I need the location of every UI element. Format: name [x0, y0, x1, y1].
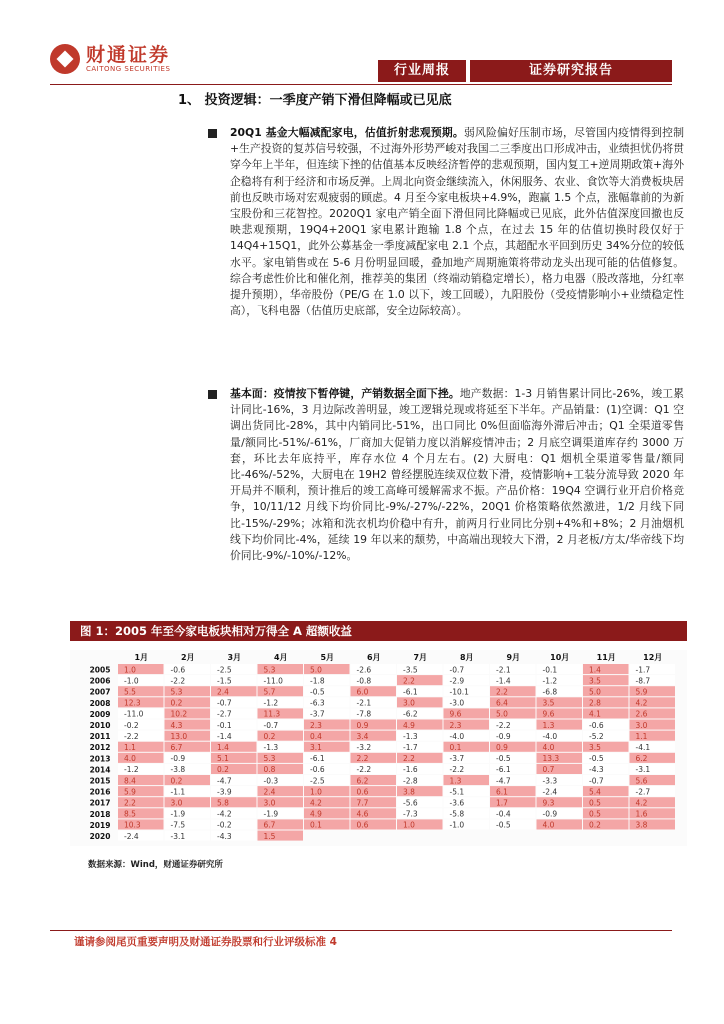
heatmap-cell-value: -0.5 — [496, 820, 511, 830]
heatmap-cell-value: 9.3 — [542, 798, 555, 808]
heatmap-cell-value: 3.8 — [403, 787, 415, 797]
heatmap-row-label: 2007 — [89, 687, 111, 697]
heatmap-cell-value: 3.0 — [263, 798, 276, 808]
heatmap-cell-value: -0.9 — [496, 731, 511, 741]
heatmap-column-header: 10月 — [550, 653, 570, 662]
heatmap-cell-value: -3.1 — [635, 765, 651, 775]
heatmap-column-header: 9月 — [506, 653, 521, 662]
heatmap-cell-value: 2.4 — [217, 687, 229, 697]
heatmap-cell-value: -1.5 — [217, 676, 232, 686]
heatmap-cell-value: 5.4 — [589, 787, 601, 797]
heatmap-cell-value: 1.4 — [217, 743, 229, 752]
heatmap-cell-value: -2.2 — [356, 765, 372, 775]
heatmap-column-header: 4月 — [273, 653, 288, 662]
heatmap-cell-value: -0.6 — [310, 765, 325, 775]
heatmap-cell-value: 0.8 — [263, 765, 276, 775]
heatmap-cell-value: -5.8 — [449, 809, 465, 819]
heatmap-cell-value: -1.7 — [635, 665, 651, 675]
heatmap-cell-value: 5.9 — [635, 687, 648, 697]
heatmap-cell-value: 0.2 — [170, 776, 183, 786]
heatmap-cell-value: 2.3 — [310, 720, 322, 730]
heatmap-cell-value: 1.7 — [496, 798, 508, 808]
heatmap-cell-value: 2.2 — [496, 687, 508, 697]
heatmap-cell-value: 1.3 — [542, 720, 555, 730]
heatmap-cell-value: -4.7 — [217, 776, 232, 786]
logo-name-cn: 财通证券 — [86, 44, 171, 66]
heatmap-cell-value: 5.3 — [170, 687, 183, 697]
paragraph-lead: 基本面：疫情按下暂停键，产销数据全面下挫。 — [230, 387, 460, 400]
heatmap-cell-value: 6.7 — [263, 820, 276, 830]
heatmap-column-header: 11月 — [596, 653, 616, 662]
heatmap-cell-value: 0.5 — [589, 798, 601, 808]
heatmap-cell-value: -1.6 — [403, 765, 418, 775]
heatmap-cell-value: -0.4 — [496, 809, 511, 819]
heatmap-row-label: 2006 — [89, 676, 111, 686]
heatmap-cell-value: -1.3 — [403, 731, 418, 741]
heatmap-cell-value: -6.1 — [403, 687, 418, 697]
heatmap-row-label: 2020 — [89, 832, 111, 841]
heatmap-cell-value: -4.7 — [496, 776, 511, 786]
heatmap-cell-value: -3.7 — [310, 709, 325, 719]
heatmap-cell-value: -0.5 — [496, 754, 511, 764]
heatmap-row-label: 2009 — [89, 709, 111, 719]
tab-weekly-label: 行业周报 — [378, 60, 466, 82]
heatmap-svg — [70, 650, 687, 846]
heatmap-cell-value: -2.2 — [124, 731, 139, 741]
section-title: 1、 投资逻辑：一季度产销下滑但降幅或已见底 — [178, 93, 452, 108]
heatmap-cell-value: -2.5 — [217, 665, 232, 675]
heatmap-cell-value: -0.6 — [170, 665, 186, 675]
heatmap-cell-value: 13.3 — [542, 754, 560, 764]
heatmap-cell-value: 3.0 — [403, 698, 415, 708]
heatmap-cell-value: -4.2 — [217, 809, 232, 819]
heatmap-cell-value: 4.2 — [635, 798, 648, 808]
heatmap-cell-value: 3.5 — [589, 743, 601, 752]
heatmap-cell-value: -7.3 — [403, 809, 418, 819]
heatmap-cell-value: 3.0 — [635, 720, 648, 730]
heatmap-cell-value: -4.0 — [542, 731, 558, 741]
heatmap-cell-value: -0.1 — [542, 665, 558, 675]
heatmap-cell-value: -3.0 — [449, 698, 465, 708]
heatmap-cell-value: -1.7 — [403, 743, 418, 752]
heatmap-cell-value: 2.3 — [449, 720, 462, 730]
heatmap-cell-value: 1.3 — [449, 776, 462, 786]
heatmap-cell-value: -6.3 — [310, 698, 325, 708]
heatmap-cell-value: 0.5 — [589, 809, 601, 819]
heatmap-cell-value: -5.6 — [403, 798, 418, 808]
paragraph-lead: 20Q1 基金大幅减配家电，估值折射悲观预期。 — [230, 126, 464, 139]
heatmap-cell-value: -2.1 — [356, 698, 372, 708]
heatmap-cell-value: 4.0 — [542, 820, 555, 830]
heatmap-column-header: 3月 — [227, 653, 242, 662]
heatmap-cell-value: 1.0 — [124, 665, 136, 675]
heatmap-cell-value: -1.0 — [449, 820, 465, 830]
heatmap-cell-value: -6.8 — [542, 687, 558, 697]
heatmap-cell-value: 3.5 — [589, 676, 601, 686]
heatmap-cell-value: -0.2 — [217, 820, 232, 830]
heatmap-column-header: 7月 — [413, 653, 428, 662]
heatmap-cell-value: 0.4 — [310, 731, 322, 741]
heatmap-cell-value: -3.8 — [170, 765, 186, 775]
heatmap-cell-value: -0.9 — [542, 809, 558, 819]
heatmap-cell-value: -1.2 — [542, 676, 558, 686]
heatmap-cell-value: 8.5 — [124, 809, 136, 819]
paragraph-fundamentals — [230, 386, 684, 564]
heatmap-cell-value: 6.1 — [496, 787, 508, 797]
heatmap-cell-value: 6.0 — [356, 687, 369, 697]
heatmap-cell-value: -3.5 — [403, 665, 418, 675]
heatmap-cell-value: 0.2 — [217, 765, 229, 775]
heatmap-cell-value: 1.4 — [589, 665, 601, 675]
heatmap-cell-value: 3.0 — [170, 798, 183, 808]
heatmap-cell-value: -0.2 — [124, 720, 139, 730]
heatmap-cell-value: -1.1 — [170, 787, 186, 797]
heatmap-row-label: 2012 — [89, 743, 111, 753]
heatmap-cell-value: -5.1 — [449, 787, 465, 797]
heatmap-column-header: 12月 — [643, 653, 663, 662]
heatmap-cell-value: 0.2 — [263, 731, 276, 741]
logo-name-en: CAITONG SECURITIES — [86, 65, 171, 73]
heatmap-cell-value: 4.9 — [310, 809, 322, 819]
heatmap-cell-value: 2.8 — [589, 698, 601, 708]
heatmap-cell-value: 0.6 — [356, 787, 369, 797]
heatmap-cell-value: 0.2 — [170, 698, 183, 708]
heatmap-cell-value: -2.6 — [356, 665, 372, 675]
heatmap-cell-value: -4.3 — [217, 831, 232, 841]
heatmap-cell-value: 0.1 — [449, 743, 462, 752]
heatmap-cell-value: 1.1 — [635, 731, 648, 741]
heatmap-cell-value: 5.3 — [263, 754, 276, 764]
paragraph-body: 地产数据：1-3 月销售累计同比-26%，竣工累计同比-16%，3 月边际改善明显，竣工逻辑兑现或将延至下半年。产品销量：(1)空调：Q1 空调出货同比-28%，其中内销同比-51%，出口同比 0%但面临海外滞后冲击；Q1 全渠道零售量/额同比-51%/-61%，厂商加大促销力度以消解疫情冲击；2 月底空调渠道库存约 3000 万套，环比去年底持平，库存水位 4 个月左右。(2) 大厨电：Q1 烟机全渠道零售量/额同比-46%/-52%，大厨电在 19H2 曾经摆脱连续双位数下滑，疫情影响+工装分流导致 2020 年开局并不顺利，预计推后的竣工高峰可缓解需求不振。产品价格：19Q4 空调行业开启价格竞争，10/11/12 月线下均价同比-9%/-27%/-22%，20Q1 价格策略依然激进，1/2 月线下同比-15%/-29%；冰箱和洗衣机均价稳中有升，前两月行业同比分别+4%和+8%；2 月油烟机线下均价同比-4%，延续 19 年以来的颓势，中高端出现较大下滑，2 月老板/方太/华帝线下均价同比-9%/-10%/-12%。 — [230, 387, 685, 563]
heatmap-cell-value: 12.3 — [124, 698, 141, 708]
heatmap-cell-value: -0.1 — [217, 720, 232, 730]
heatmap-cell-value: 5.5 — [124, 687, 136, 697]
heatmap-column-header: 1月 — [134, 653, 149, 662]
heatmap-cell-value: -2.2 — [496, 720, 511, 730]
heatmap-column-header: 6月 — [366, 653, 381, 662]
heatmap-cell-value: 0.1 — [310, 820, 322, 830]
heatmap-cell-value: 4.1 — [589, 709, 601, 719]
heatmap-cell-value: -1.4 — [217, 731, 232, 741]
heatmap-cell-value: -3.7 — [449, 754, 465, 764]
heatmap-cell-value: -11.0 — [124, 709, 144, 719]
heatmap-cell-value: 0.6 — [356, 820, 369, 830]
heatmap-cell-value: -2.7 — [217, 709, 232, 719]
heatmap-cell-value: 4.0 — [124, 754, 136, 764]
heatmap-cell-value: 6.2 — [356, 776, 369, 786]
heatmap-row-label: 2010 — [89, 721, 111, 730]
heatmap-cell-value: 5.0 — [310, 665, 322, 675]
heatmap-cell-value: 4.6 — [356, 809, 369, 819]
heatmap-row-label: 2017 — [89, 798, 111, 808]
heatmap-cell-value: -1.9 — [263, 809, 279, 819]
heatmap-cell-value: 3.8 — [635, 820, 648, 830]
heatmap-cell-value: 4.2 — [635, 698, 648, 708]
heatmap-cell-value: 1.6 — [635, 809, 648, 819]
heatmap-cell-value: -0.3 — [263, 776, 279, 786]
heatmap-cell-value: -6.1 — [310, 754, 325, 764]
figure-title: 图 1：2005 年至今家电板块相对万得全 A 超额收益 — [70, 621, 687, 641]
heatmap-cell-value: -0.7 — [263, 720, 279, 730]
heatmap-cell-value: 5.6 — [635, 776, 648, 786]
heatmap-cell-value: 3.5 — [542, 698, 555, 708]
heatmap-cell-value: 4.2 — [310, 798, 322, 808]
heatmap-cell-value: 2.2 — [403, 676, 415, 686]
heatmap-cell-value: -1.4 — [496, 676, 511, 686]
heatmap-cell-value: -7.5 — [170, 820, 186, 830]
heatmap-cell-value: -1.8 — [310, 676, 325, 686]
heatmap-column-header: 2月 — [180, 653, 195, 662]
heatmap-cell-value: 9.6 — [449, 709, 462, 719]
heatmap-cell-value: 4.9 — [403, 720, 415, 730]
heatmap-cell-value: 4.3 — [170, 720, 183, 730]
heatmap-cell-value: -1.3 — [263, 743, 279, 752]
heatmap-cell-value: -4.1 — [635, 743, 651, 752]
logo-mark-icon — [50, 44, 80, 74]
heatmap-cell-value: 7.7 — [356, 798, 369, 808]
bullet-square-icon — [208, 390, 217, 399]
heatmap-row-label: 2005 — [89, 665, 111, 675]
heatmap-cell-value: -1.2 — [124, 765, 139, 775]
heatmap-cell-value: -10.1 — [449, 687, 469, 697]
heatmap-cell-value: -1.0 — [124, 676, 139, 686]
heatmap-row-label: 2016 — [89, 787, 111, 797]
heatmap-cell-value: -2.2 — [170, 676, 186, 686]
heatmap-cell-value: 2.2 — [124, 798, 136, 808]
heatmap-cell-value: 6.2 — [635, 754, 648, 764]
heatmap-column-header: 5月 — [320, 653, 335, 662]
paragraph-investment-logic — [230, 125, 684, 319]
heatmap-cell-value: -0.9 — [170, 754, 186, 764]
heatmap-cell-value: 5.3 — [263, 665, 276, 675]
heatmap-cell-value: -3.2 — [356, 743, 372, 752]
heatmap-cell-value: 2.2 — [356, 754, 369, 764]
heatmap-cell-value: -2.4 — [124, 831, 139, 841]
heatmap-cell-value: 4.0 — [542, 743, 555, 752]
heatmap-cell-value: 2.2 — [403, 754, 415, 764]
heatmap-cell-value: 6.7 — [170, 743, 183, 752]
heatmap-cell-value: 13.0 — [170, 731, 188, 741]
heatmap-cell-value: -8.7 — [635, 676, 651, 686]
heatmap-cell-value: -3.1 — [170, 831, 186, 841]
paragraph-body: 弱风险偏好压制市场，尽管国内疫情得到控制+生产投资的复苏信号较强，不过海外形势严峻对我国二三季度出口形成冲击，业绩担忧仍将贯穿今年上半年，但连续下挫的估值基本反映经济暂停的悲观预期，国内复工+逆周期政策+海外企稳将有利于经济和市场反弹。上周北向资金继续流入，休闲服务、农业、食饮等大消费板块居前也反映市场对宏观疲弱的顾虑。4 月至今家电板块+4.9%，跑赢 1.5 个点，涨幅靠前的为新宝股份和三花智控。2020Q1 家电产销全面下滑但同比降幅或已见底，此外估值深度回撤也反映悲观预期，19Q4+20Q1 家电累计跑输 1.8 个点，在过去 15 年的估值切换时段仅好于 14Q4+15Q1，此外公募基金一季度减配家电 2.1 个点，其超配水平回到历史 34%分位的较低水平。家电销售或在 5-6 月份明显回暖，叠加地产周期施策将带动龙头出现可能的估值修复。综合考虑性价比和催化剂，推荐美的集团（终端动销稳定增长），格力电器（股改落地，分红率提升预期），华帝股份（PE/G 在 1.0 以下，竣工回暖），九阳股份（受疫情影响小+业绩稳定性高），飞科电器（估值历史底部，安全边际较高）。 — [230, 126, 684, 318]
heatmap-cell-value: -2.8 — [403, 776, 418, 786]
heatmap-row-label: 2015 — [89, 776, 111, 786]
heatmap-cell-value: -3.9 — [217, 787, 232, 797]
heatmap-cell-value: -0.7 — [449, 665, 465, 675]
heatmap-cell-value: -2.7 — [635, 787, 651, 797]
heatmap-cell-value: 1.0 — [310, 787, 322, 797]
company-logo — [50, 44, 170, 74]
heatmap-cell-value: 0.2 — [589, 820, 601, 830]
heatmap-cell-value: 5.1 — [217, 754, 229, 764]
heatmap-row-label: 2008 — [89, 698, 111, 708]
heatmap-cell-value: -3.6 — [449, 798, 465, 808]
heatmap-row-label: 2018 — [89, 809, 111, 819]
heatmap-cell-value: 3.1 — [310, 743, 322, 752]
data-source: 数据来源：Wind，财通证券研究所 — [88, 860, 223, 870]
heatmap-column-header: 8月 — [459, 653, 474, 662]
heatmap-cell-value: 5.0 — [496, 709, 508, 719]
heatmap-cell-value: 1.5 — [263, 831, 276, 841]
heatmap-cell-value: -2.2 — [449, 765, 465, 775]
heatmap-row-label: 2013 — [89, 754, 111, 764]
heatmap-cell-value: 5.0 — [589, 687, 601, 697]
heatmap-cell-value: -3.3 — [542, 776, 558, 786]
heatmap-cell-value: 1.0 — [403, 820, 415, 830]
heatmap-cell-value: 8.4 — [124, 776, 136, 786]
heatmap-cell-value: 3.4 — [356, 731, 369, 741]
heatmap-cell-value: -2.4 — [542, 787, 558, 797]
heatmap-cell-value: -6.2 — [403, 709, 418, 719]
heatmap-cell-value: 9.6 — [542, 709, 555, 719]
heatmap-cell-value: 5.7 — [263, 687, 276, 697]
heatmap-cell-value: 5.9 — [124, 787, 136, 797]
heatmap-cell-value: 1.1 — [124, 743, 136, 752]
heatmap-row-label: 2011 — [89, 732, 111, 742]
heatmap-cell-value: -1.9 — [170, 809, 186, 819]
heatmap-cell-value: -6.1 — [496, 765, 511, 775]
heatmap-cell-value: -2.5 — [310, 776, 325, 786]
header-divider — [50, 84, 672, 85]
heatmap-cell-value: -11.0 — [263, 676, 283, 686]
heatmap-cell-value: 0.7 — [542, 765, 555, 775]
bullet-square-icon — [208, 129, 217, 138]
heatmap-cell-value: -4.3 — [589, 765, 604, 775]
heatmap-cell-value: 0.9 — [496, 743, 508, 752]
heatmap-cell-value: 5.8 — [217, 798, 229, 808]
heatmap-row-label: 2019 — [89, 820, 111, 830]
heatmap-cell-value: 11.3 — [263, 709, 281, 719]
heatmap-cell-value: -0.5 — [589, 754, 604, 764]
heatmap-cell-value: -0.6 — [589, 720, 604, 730]
heatmap-cell-value: -0.7 — [217, 698, 232, 708]
heatmap-cell-value: 6.4 — [496, 698, 508, 708]
heatmap-cell-value: 0.9 — [356, 720, 369, 730]
heatmap-row-label: 2014 — [89, 765, 111, 775]
heatmap-cell-value: -5.2 — [589, 731, 604, 741]
footer-divider — [50, 930, 672, 931]
heatmap-cell-value: -7.8 — [356, 709, 372, 719]
heatmap-cell-value: 2.4 — [263, 787, 276, 797]
heatmap-cell-value: -0.8 — [356, 676, 372, 686]
heatmap-cell-value: -0.5 — [310, 687, 325, 697]
heatmap-cell-value: -4.0 — [449, 731, 465, 741]
tab-report-label: 证券研究报告 — [470, 60, 672, 82]
heatmap-cell-value: 2.6 — [635, 709, 648, 719]
heatmap-cell-value: -0.7 — [589, 776, 604, 786]
heatmap-cell-value: 10.3 — [124, 820, 141, 830]
heatmap-cell-value: -1.2 — [263, 698, 279, 708]
heatmap-cell-value: -2.1 — [496, 665, 511, 675]
footer-disclaimer: 谨请参阅尾页重要声明及财通证券股票和行业评级标准 4 — [74, 936, 337, 948]
excess-return-heatmap — [70, 650, 687, 846]
heatmap-cell-value: 10.2 — [170, 709, 188, 719]
heatmap-cell-value: -2.9 — [449, 676, 465, 686]
